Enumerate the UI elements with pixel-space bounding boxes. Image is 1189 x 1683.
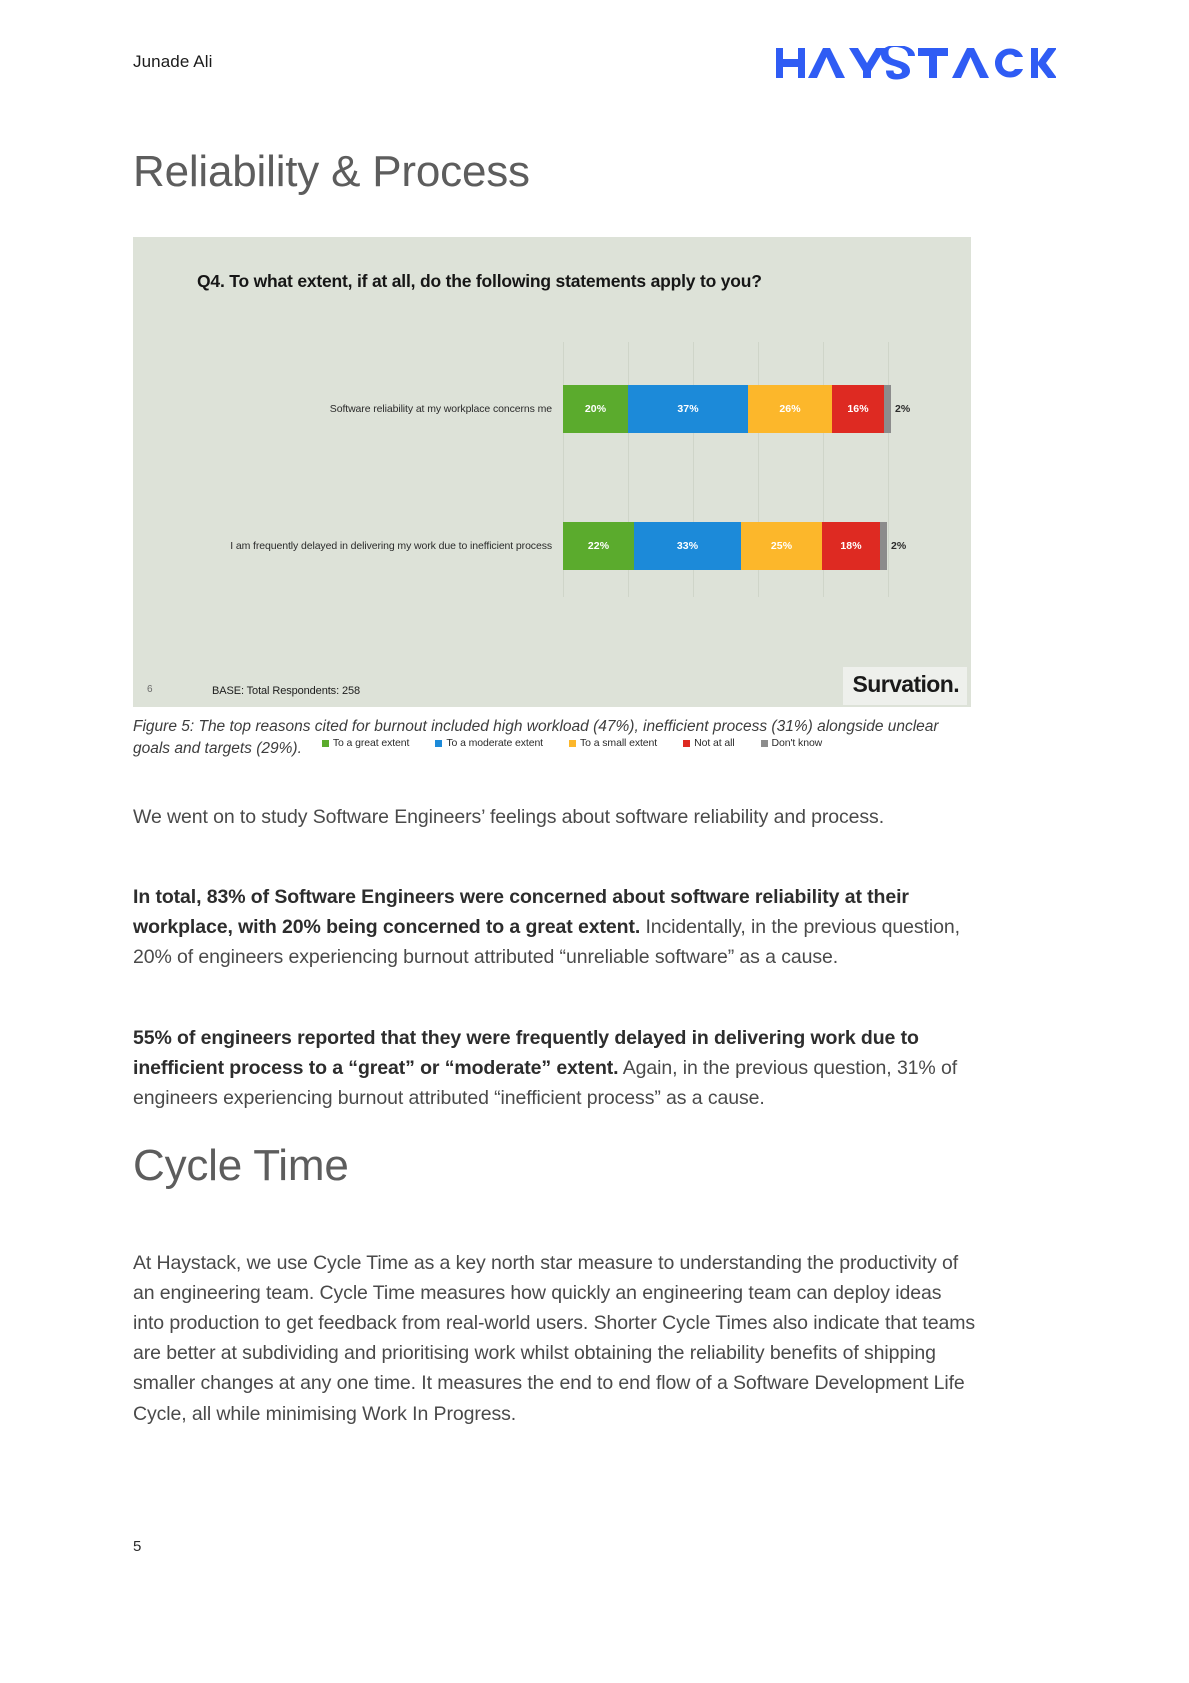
document-header xyxy=(133,52,1056,96)
chart-footer xyxy=(133,667,971,707)
figure-caption: Figure 5: The top reasons cited for burnout included high workload (47%), inefficient process (31%) alongside unclear goals and targets (29%). xyxy=(133,718,939,757)
bar-segment-moderate-extent[interactable]: 37% xyxy=(628,385,748,433)
page-title-reliability-process: Reliability & Process xyxy=(133,147,530,196)
paragraph-total-rest: Incidentally, in the previous question, 20% of engineers experiencing burnout attributed “unreliable software” as a cause. xyxy=(133,915,960,968)
bar-category-label: Software reliability at my workplace concerns me xyxy=(329,403,552,415)
bar-segment-dont-know[interactable] xyxy=(884,385,891,433)
chart-title: Q4. To what extent, if at all, do the following statements apply to you? xyxy=(197,271,762,291)
page-title-cycle-time: Cycle Time xyxy=(133,1141,349,1190)
chart-bar-row xyxy=(178,522,966,570)
page-number: 5 xyxy=(133,1538,142,1555)
haystack-logo xyxy=(776,46,1056,80)
bar-segment-great-extent[interactable]: 22% xyxy=(563,522,634,570)
legend-label: To a moderate extent xyxy=(446,737,544,749)
legend-label: To a small extent xyxy=(580,737,658,749)
bar-segment-dont-know-label: 2% xyxy=(895,403,911,415)
bar-category-label: I am frequently delayed in delivering my work due to inefficient process xyxy=(230,540,552,552)
chart-bar-row xyxy=(178,385,966,433)
paragraph-total-bold: In total, 83% of Software Engineers were concerned about software reliability at their workplace, with 20% being concerned to a great extent. xyxy=(133,885,909,938)
bar-segment-dont-know[interactable] xyxy=(880,522,887,570)
bar-segment-small-extent[interactable]: 26% xyxy=(748,385,832,433)
bar-track xyxy=(563,522,906,570)
legend-label: Don't know xyxy=(771,737,823,749)
bar-track xyxy=(563,385,910,433)
bar-segment-not-at-all[interactable]: 16% xyxy=(832,385,884,433)
paragraph-delayed-delivery xyxy=(133,1023,975,1114)
author-name: Junade Ali xyxy=(133,52,213,71)
paragraph-cycle-time: At Haystack, we use Cycle Time as a key north star measure to understanding the productivity of an engineering team. Cycle Time measures how quickly an engineering team can deploy ideas into production to get feedback from real-world users. Shorter Cycle Times also indicate that teams are better at subdividing and prioritising work whilst obtaining the reliability benefits of shipping smaller changes at any one time. It measures the end to end flow of a Software Development Life Cycle, all while minimising Work In Progress. xyxy=(133,1251,975,1425)
legend-label: To a great extent xyxy=(332,737,410,749)
paragraph-total-concerned xyxy=(133,882,975,973)
bar-segment-small-extent[interactable]: 25% xyxy=(741,522,822,570)
bar-segment-not-at-all[interactable]: 18% xyxy=(822,522,880,570)
chart-base-note: BASE: Total Respondents: 258 xyxy=(212,685,361,697)
paragraph-delay-bold: 55% of engineers reported that they were frequently delayed in delivering work due to inefficient process to a “great” or “moderate” extent. xyxy=(133,1026,919,1079)
survation-logo: Survation. xyxy=(843,667,967,705)
paragraph-intro: We went on to study Software Engineers’ feelings about software reliability and process. xyxy=(133,805,885,828)
paragraph-delay-rest: Again, in the previous question, 31% of engineers experiencing burnout attributed “inefficient process” as a cause. xyxy=(133,1056,958,1109)
legend-label: Not at all xyxy=(694,737,735,749)
bar-segment-dont-know-label: 2% xyxy=(891,540,907,552)
bar-segment-great-extent[interactable]: 20% xyxy=(563,385,628,433)
slide-number: 6 xyxy=(147,684,153,695)
bar-segment-moderate-extent[interactable]: 33% xyxy=(634,522,741,570)
